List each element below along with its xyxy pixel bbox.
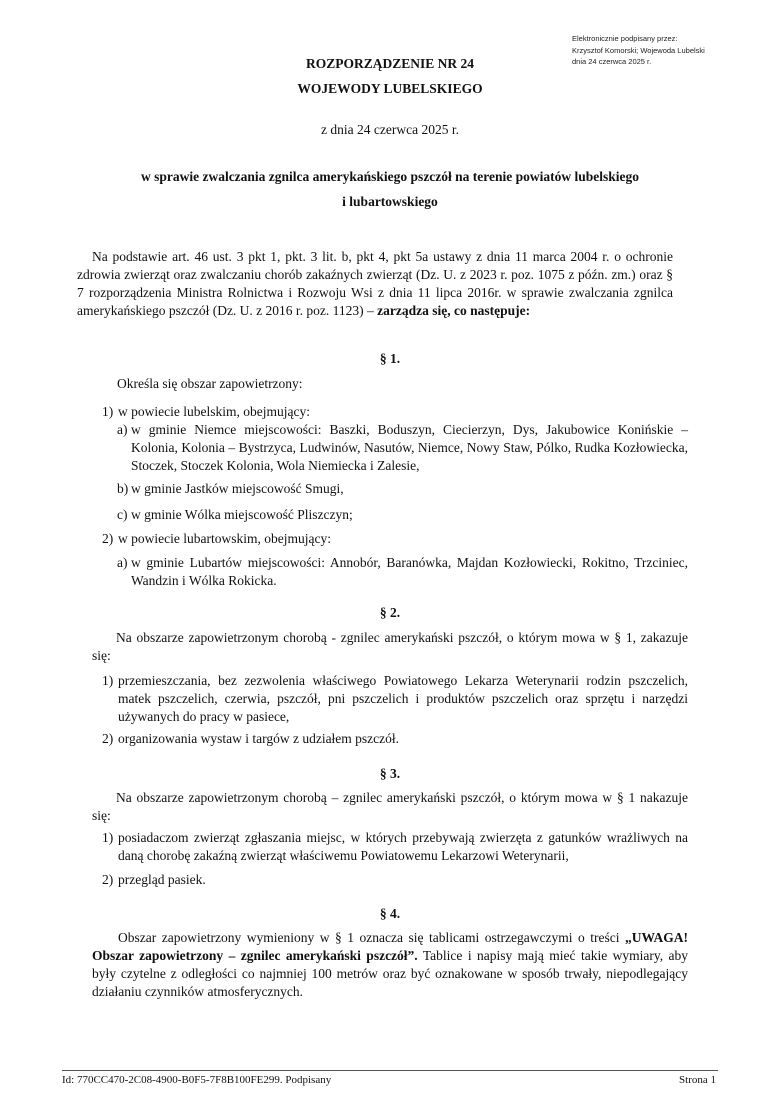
section-4-heading: § 4. (379, 906, 401, 921)
letter-number: c) (117, 507, 128, 522)
section-1-intro: Określa się obszar zapowietrzony: (117, 376, 303, 391)
point-text: posiadaczom zwierząt zgłaszania miejsc, w których przebywają zwierzęta z gatunków wrażliwych na daną chorobę zakaźną zwierząt właściwemu Powiatowemu Lekarzowi Weterynarii, (118, 830, 688, 863)
section-2-point-2 (102, 730, 688, 748)
point-text: w powiecie lubelskim, obejmujący: (118, 404, 310, 419)
point-number: 2) (102, 872, 114, 887)
issuer-title: WOJEWODY LUBELSKIEGO (297, 81, 483, 96)
letter-number: a) (117, 555, 128, 570)
letter-text: w gminie Niemce miejscowości: Baszki, Boduszyn, Ciecierzyn, Dys, Jakubowice Konińskie – Kolonia, Kolonia – Bystrzyca, Ludwinów, Nasutów, Niemce, Nowy Staw, Pólko, Rudka Kozłowiecka, Stoczek, Stoczek Kolonia, Wola Niemiecka i Zalesie, (131, 422, 688, 473)
section-4-warning-text: „UWAGA! Obszar zapowietrzony – zgnilec amerykański pszczół”. (92, 930, 688, 963)
section-2-intro: Na obszarze zapowietrzonym chorobą - zgnilec amerykański pszczół, o którym mowa w § 1, zakazuje się: (92, 630, 688, 663)
letter-text: w gminie Jastków miejscowość Smugi, (131, 481, 344, 496)
point-text: w powiecie lubartowskim, obejmujący: (118, 531, 331, 546)
section-2-point-1 (102, 672, 688, 726)
point-text: organizowania wystaw i targów z udziałem pszczół. (118, 731, 400, 746)
letter-text: w gminie Wólka miejscowość Pliszczyn; (131, 507, 353, 522)
section-3-point-2 (102, 871, 688, 889)
section-4-pre: Obszar zapowietrzony wymieniony w § 1 oznacza się tablicami ostrzegawczymi o treści (118, 930, 620, 945)
section-2-heading: § 2. (379, 605, 401, 620)
section-3-intro: Na obszarze zapowietrzonym chorobą – zgnilec amerykański pszczół, o którym mowa w § 1 nakazuje się: (92, 790, 688, 823)
point-number: 1) (102, 673, 114, 688)
section-1-heading: § 1. (379, 351, 401, 366)
letter-text: w gminie Lubartów miejscowości: Annobór, Baranówka, Majdan Kozłowiecki, Rokitno, Trzciniec, Wandzin i Wólka Rokicka. (131, 555, 688, 588)
section-3-heading: § 3. (379, 766, 401, 781)
point-text: przemieszczania, bez zezwolenia właściwego Powiatowego Lekarza Weterynarii rodzin pszczelich, matek pszczelich, czerwia, pszczół, pni pszczelich i produktów pszczelich oraz sprzętu i narzędzi używanych do pracy w pasiece, (118, 673, 688, 724)
letter-number: b) (117, 481, 129, 496)
document-date: z dnia 24 czerwca 2025 r. (321, 122, 459, 137)
section-4-text (92, 929, 688, 1001)
section-4-post: Tablice i napisy mają mieć takie wymiary, aby były czytelne z odległości co najmniej 100 metrów oraz być oznakowane w sposób trwały, niepodlegający działaniu czynników atmosferycznych. (92, 948, 689, 999)
letter-number: a) (117, 422, 128, 437)
section-1-point-1b (117, 480, 688, 498)
section-1-point-2a (117, 554, 688, 590)
subject-line-2: i lubartowskiego (342, 194, 438, 209)
section-1-point-1a (117, 421, 688, 475)
signature-line-2: Krzysztof Komorski; Wojewoda Lubelski (572, 45, 705, 55)
preamble-bold: zarządza się, co następuje: (377, 303, 531, 318)
section-1-point-1 (102, 403, 688, 421)
footer-rule (62, 1070, 718, 1071)
preamble (77, 248, 673, 320)
preamble-text: Na podstawie art. 46 ust. 3 pkt 1, pkt. 3 lit. b, pkt 4, pkt 5a ustawy z dnia 11 marca 2004 r. o ochronie zdrowia zwierząt oraz zwalczaniu chorób zakaźnych zwierząt (Dz. U. z 2023 r. poz. 1075 z późn. zm.) oraz § 7 rozporządzenia Ministra Rolnictwa i Rozwoju Wsi z dnia 11 lipca 2016r. w sprawie zwalczania zgnilca amerykańskiego pszczół (Dz. U. z 2016 r. poz. 1123) – (77, 249, 673, 318)
section-3-point-1 (102, 829, 688, 865)
document-title: ROZPORZĄDZENIE NR 24 (305, 56, 475, 71)
subject-line-1: w sprawie zwalczania zgnilca amerykańskiego pszczół na terenie powiatów lubelskiego (140, 169, 640, 184)
point-number: 1) (102, 830, 114, 845)
footer-page-number: Strona 1 (679, 1074, 716, 1086)
point-number: 2) (102, 531, 114, 546)
point-number: 2) (102, 731, 114, 746)
section-1-point-2 (102, 530, 688, 548)
footer-document-id: Id: 770CC470-2C08-4900-B0F5-7F8B100FE299. Podpisany (62, 1074, 332, 1086)
signature-line-3: dnia 24 czerwca 2025 r. (572, 57, 652, 66)
section-1-point-1c (117, 506, 688, 524)
point-number: 1) (102, 404, 114, 419)
point-text: przegląd pasiek. (118, 872, 206, 887)
signature-line-1: Elektronicznie podpisany przez: (572, 34, 678, 43)
